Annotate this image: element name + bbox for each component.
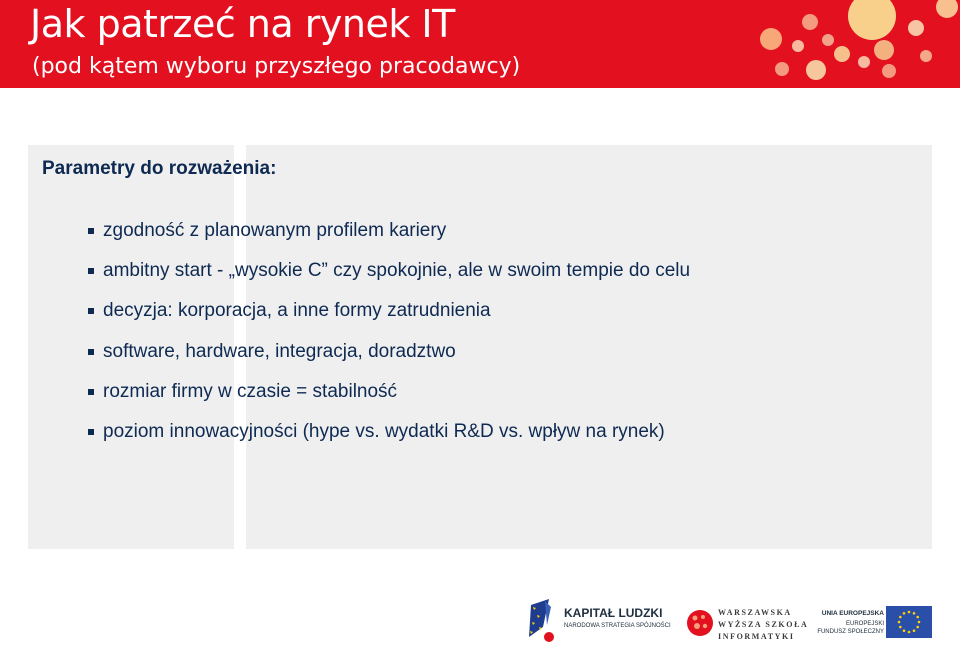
eu-subtitle-line: EUROPEJSKI [845, 621, 884, 627]
decorative-dot [882, 64, 896, 78]
decorative-dot [834, 46, 850, 62]
decorative-dot [760, 28, 782, 50]
list-item [88, 298, 690, 338]
decorative-dot [874, 40, 894, 60]
decorative-dot [792, 40, 804, 52]
footer-logos [520, 590, 960, 648]
kapital-ludzki-subtitle: NARODOWA STRATEGIA SPÓJNOŚCI [564, 623, 671, 629]
decorative-dot [848, 0, 896, 40]
list-item [88, 339, 690, 379]
eu-subtitle-line: FUNDUSZ SPOŁECZNY [817, 629, 884, 635]
list-item-text: zgodność z planowanym profilem kariery [103, 220, 447, 241]
list-item-text: decyzja: korporacja, a inne formy zatrudnienia [103, 300, 491, 322]
school-name-line: WYŻSZA SZKOŁA [718, 620, 809, 629]
decorative-dot [908, 20, 924, 36]
decorative-dots [740, 0, 960, 88]
school-name-line: WARSZAWSKA [718, 608, 792, 617]
eu-subtitle [814, 620, 884, 636]
bullet-square-icon [88, 308, 94, 314]
list-item-text: ambitny start - „wysokie C” czy spokojnie, ale w swoim tempie do celu [103, 260, 691, 282]
school-name-line: INFORMATYKI [718, 632, 795, 641]
decorative-dot [802, 14, 818, 30]
slide-header [0, 0, 960, 88]
list-item [88, 258, 690, 298]
bullet-square-icon [88, 228, 94, 234]
list-item-text: poziom innowacyjności (hype vs. wydatki R&D vs. wpływ na rynek) [103, 420, 665, 442]
school-name [718, 607, 808, 643]
slide-subtitle: (pod kątem wyboru przyszłego pracodawcy) [32, 54, 521, 79]
bullet-square-icon [88, 268, 94, 274]
decorative-dot [936, 0, 958, 18]
list-item-text: rozmiar firmy w czasie = stabilność [103, 380, 398, 402]
bullet-square-icon [88, 389, 94, 395]
list-item [88, 379, 690, 419]
kapital-ludzki-title: KAPITAŁ LUDZKI [564, 606, 663, 620]
parameters-list [88, 218, 690, 459]
eu-title: UNIA EUROPEJSKA [821, 610, 884, 617]
decorative-dot [858, 56, 870, 68]
parameters-heading: Parametry do rozważenia: [42, 158, 277, 179]
bullet-square-icon [88, 349, 94, 355]
decorative-dot [822, 34, 834, 46]
list-item [88, 218, 690, 258]
slide-title: Jak patrzeć na rynek IT [30, 2, 455, 46]
kapital-ludzki-logo-icon [527, 597, 569, 645]
decorative-dot [775, 62, 789, 76]
eu-flag-icon [886, 606, 932, 638]
list-item [88, 419, 690, 459]
bullet-square-icon [88, 429, 94, 435]
decorative-dot [806, 60, 826, 80]
decorative-dot [920, 50, 932, 62]
school-logo-icon [686, 609, 714, 637]
list-item-text: software, hardware, integracja, doradztwo [103, 340, 456, 362]
